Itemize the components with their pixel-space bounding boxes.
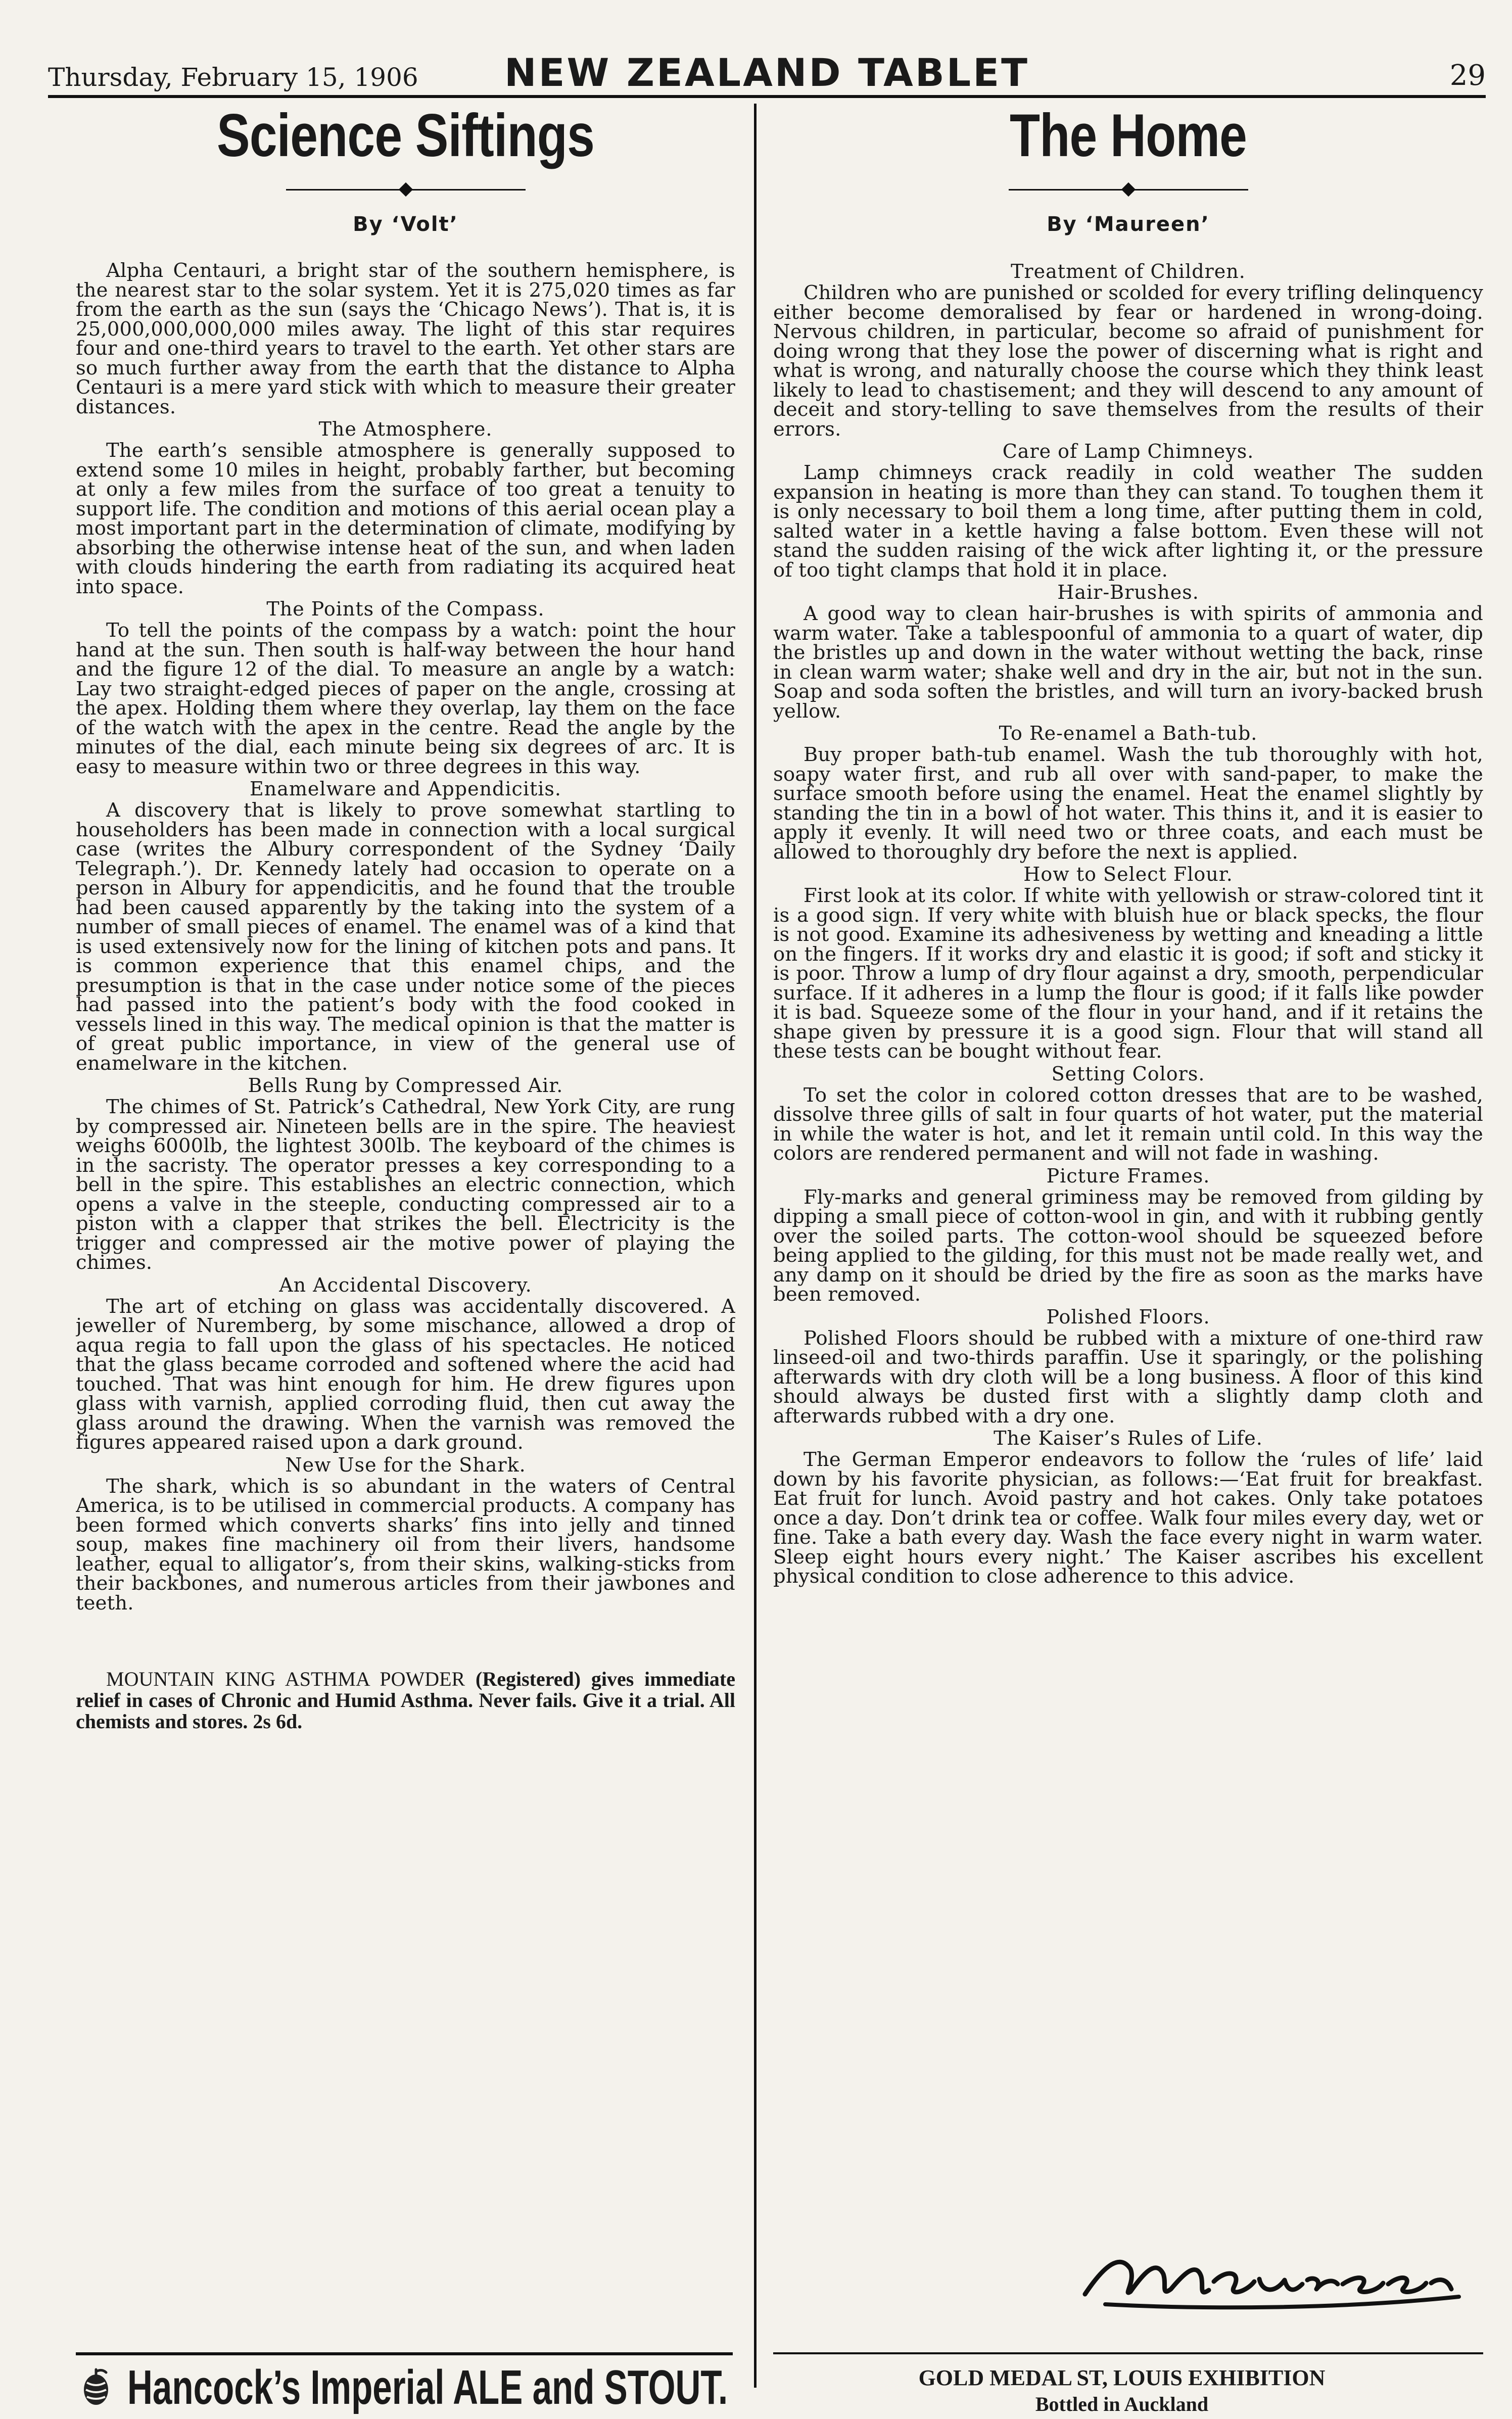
section-heading: Enamelware and Appendicitis.	[250, 778, 561, 800]
title-ornament	[773, 178, 1483, 201]
title-ornament	[76, 178, 735, 201]
section-paragraph: The art of etching on glass was accidentally discovered. A jeweller of Nuremberg, by some mischance, allowed a drop of aqua regia to fall upon the glass of his spectacles. He noticed that the glass became corroded and softened where the acid had touched. That was hint enough for him. He drew figures upon glass with varnish, applied corroding fluid, then cut away the glass around the drawing. When the varnish was removed the figures appeared raised upon a dark ground.	[76, 1295, 735, 1454]
bottled-line: Bottled in Auckland	[1035, 2393, 1209, 2415]
section-paragraph: The earth’s sensible atmosphere is generally supposed to extend some 10 miles in height, probably farther, but becoming at only a few miles from the surface of too great a tenuity to support life. The condition and motions of this aerial ocean play a most important part in the determination of climate, modifying by absorbing the otherwise intense heat of the sun, and when laden with clouds hindering the earth from radiating its acquired heat into space.	[76, 439, 735, 598]
hop-cone-icon	[76, 2367, 116, 2408]
section-paragraph: Children who are punished or scolded for every trifling delinquency either become demoralised by fear or hardened in wrong-doing. Nervous children, in particular, become so afraid of punishment for doing wrong that they lose the power of discerning what is right and what is wrong, and naturally choose the course which they think least likely to lead to chastisement; and they will descend to any amount of deceit and story-telling to save themselves from the results of their errors.	[773, 281, 1483, 441]
article-section	[773, 441, 1483, 580]
asthma-powder-ad	[76, 1669, 735, 1732]
section-paragraph: A discovery that is likely to prove somewhat startling to householders has been made in connection with a local surgical case (writes the Albury correspondent of the Sydney ‘Daily Telegraph.’). Dr. Kennedy lately had occasion to operate on a person in Albury for appendicitis, and he found that the trouble had been caused apparently by the taking into the system of a number of small pieces of enamel. The enamel was of a kind that is used extensively now for the lining of kitchen pots and pans. It is common experience that this enamel chips, and the presumption is that in the case under notice some of the pieces had passed into the patient’s body with the food cooked in vessels lined in this way. The medical opinion is that the matter is of great public importance, in view of the general use of enamelware in the kitchen.	[76, 799, 735, 1075]
section-heading: The Kaiser’s Rules of Life.	[994, 1427, 1263, 1449]
section-paragraph: Buy proper bath-tub enamel. Wash the tub thoroughly with hot, soapy water first, and rub all over with sand-paper, to make the surface smooth before using the enamel. Heat the enamel slightly by standing the tin in a bowl of hot water. This thins it, and it is easier to apply it evenly. It will need two or three coats, and each must be allowed to thoroughly dry before the next is applied.	[773, 743, 1483, 864]
section-paragraph: The German Emperor endeavors to follow the ‘rules of life’ laid down by his favorite physician, as follows:—‘Eat fruit for breakfast. Eat fruit for lunch. Avoid pastry and hot cakes. Only take potatoes once a day. Don’t drink tea or coffee. Walk four miles every day, wet or fine. Take a bath every day. Wash the face every night in warm water. Sleep eight hours every night.’ The Kaiser ascribes his excellent physical condition to close adherence to this advice.	[773, 1448, 1483, 1588]
section-paragraph: Fly-marks and general griminess may be removed from gilding by dipping a small piece of cotton-wool in gin, and with it rubbing gently over the soiled parts. The cotton-wool should be squeezed before being applied to the gilding, for this must not be made really wet, and any damp on it should be dried by the fire as soon as the marks have been removed.	[773, 1185, 1483, 1306]
article-section	[76, 599, 735, 777]
article-section	[773, 261, 1483, 439]
bottom-rule-right	[773, 2352, 1483, 2354]
section-heading: New Use for the Shark.	[285, 1453, 526, 1476]
bottom-rule-left	[76, 2352, 733, 2355]
column-title: Science Siftings	[217, 104, 594, 169]
article-section	[773, 1166, 1483, 1305]
gold-medal-ad	[869, 2365, 1375, 2417]
section-paragraph: Polished Floors should be rubbed with a mixture of one-third raw linseed-oil and two-thirds paraffin. Use it sparingly, or the polishing afterwards with dry cloth will be a long business. A floor of this kind should always be dusted first with a slightly damp cloth and afterwards rubbed with a dry one.	[773, 1326, 1483, 1428]
article-section	[773, 1428, 1483, 1587]
article-paragraph: Alpha Centauri, a bright star of the southern hemisphere, is the nearest star to the solar system. Yet it is 275,020 times as far from the earth as the sun (says the ‘Chicago News’). That is, it is 25,000,000,000,000 miles away. The light of this star requires four and one-third years to travel to the earth. Yet other stars are so much further away from the earth that the distance to Alpha Centauri is a mere yard stick with which to measure their greater distances.	[76, 259, 735, 418]
article-section	[76, 1275, 735, 1453]
section-heading: Polished Floors.	[1046, 1305, 1210, 1328]
article-section	[76, 419, 735, 597]
section-heading: Care of Lamp Chimneys.	[1002, 440, 1254, 462]
asthma-ad-name: MOUNTAIN KING ASTHMA POWDER	[106, 1668, 465, 1690]
hancock-ad-text: Hancock’s Imperial ALE and STOUT.	[127, 2360, 728, 2414]
hancock-ale-ad	[76, 2362, 743, 2413]
issue-date: Thursday, February 15, 1906	[48, 63, 418, 92]
article-section	[76, 1455, 735, 1614]
section-paragraph: Lamp chimneys crack readily in cold weather The sudden expansion in heating is more than they can stand. To toughen them it is only necessary to boil them a long time, after putting them in cold, salted water in a kettle having a false bottom. Even these will not stand the sudden raising of the wick after lighting it, or the pressure of too tight clamps that hold it in place.	[773, 461, 1483, 582]
section-heading: Bells Rung by Compressed Air.	[248, 1074, 563, 1097]
section-paragraph: To set the color in colored cotton dresses that are to be washed, dissolve three gills of salt in four quarts of hot water, put the material in while the water is hot, and let it remain until cold. In this way the colors are rendered permanent and will not fade in washing.	[773, 1083, 1483, 1165]
section-heading: Hair-Brushes.	[1057, 581, 1199, 603]
gold-medal-line: GOLD MEDAL ST, LOUIS EXHIBITION	[918, 2365, 1326, 2390]
article-section	[773, 864, 1483, 1062]
section-paragraph: The shark, which is so abundant in the waters of Central America, is to be utilised in commercial products. A company has been formed which converts sharks’ fins into jelly and tinned soup, makes fine machinery oil from their livers, handsome leather, equal to alligator’s, from their skins, walking-sticks from their backbones, and numerous articles from their jawbones and teeth.	[76, 1475, 735, 1615]
column-divider	[754, 104, 757, 2388]
section-heading: An Accidental Discovery.	[279, 1273, 532, 1296]
asthma-ad-text	[76, 1669, 735, 1732]
section-paragraph: The chimes of St. Patrick’s Cathedral, New York City, are rung by compressed air. Nineteen bells are in the spire. The heaviest weighs 6000lb, the lightest 300lb. The keyboard of the chimes is in the sacristy. The operator presses a key corresponding to a bell in the spire. This establishes an electric connection, which opens a valve in the steeple, conducting compressed air to a piston with a clapper that strikes the bell. Electricity is the trigger and compressed air the motive power of playing the chimes.	[76, 1096, 735, 1274]
article-section	[773, 1064, 1483, 1164]
section-heading: The Points of the Compass.	[266, 598, 545, 620]
section-heading: How to Select Flour.	[1023, 863, 1233, 885]
column-byline: By ‘Maureen’	[1047, 213, 1210, 236]
section-heading: Treatment of Children.	[1011, 260, 1246, 282]
asthma-ad-body: (Registered) gives immediate relief in cases of Chronic and Humid Asthma. Never fails. Give it a trial. All chemists and stores. 2s 6d.	[76, 1668, 735, 1733]
section-paragraph: A good way to clean hair-brushes is with spirits of ammonia and warm water. Take a tablespoonful of ammonia to a quart of water, dip the bristles up and down in the water without wetting the back, rinse in clean warm water; shake well and dry in the air, but not in the sun. Soap and soda soften the bristles, and will turn an ivory-backed brush yellow.	[773, 602, 1483, 723]
article-section	[76, 1075, 735, 1273]
page-number: 29	[1449, 59, 1486, 92]
the-home-column	[773, 104, 1483, 2279]
section-paragraph: To tell the points of the compass by a watch: point the hour hand at the sun. Then south is half-way between the hour hand and the figure 12 of the dial. To measure an angle by a watch: Lay two straight-edged pieces of paper on the angle, crossing at the apex. Holding them where they overlap, lay them on the face of the watch with the apex in the centre. Read the angle by the minutes of the dial, each minute being six degrees of arc. It is easy to measure within two or three degrees in this way.	[76, 619, 735, 778]
article-section	[76, 779, 735, 1073]
newspaper-title: NEW ZEALAND TABLET	[504, 50, 1029, 95]
section-heading: The Atmosphere.	[318, 418, 493, 440]
column-title: The Home	[1009, 104, 1247, 169]
article-section	[773, 723, 1483, 862]
article-section	[773, 1307, 1483, 1427]
section-heading: Setting Colors.	[1051, 1062, 1205, 1085]
section-heading: Picture Frames.	[1046, 1164, 1210, 1187]
maureen-signature	[1075, 2234, 1479, 2319]
science-siftings-column	[76, 104, 735, 2279]
section-heading: To Re-enamel a Bath-tub.	[999, 722, 1258, 744]
article-section	[773, 582, 1483, 721]
masthead	[48, 44, 1486, 98]
column-byline: By ‘Volt’	[353, 213, 458, 236]
section-paragraph: First look at its color. If white with yellowish or straw-colored tint it is a good sign. If very white with bluish hue or black specks, the flour is not good. Examine its adhesiveness by wetting and kneading a little on the fingers. If it works dry and elastic it is good; if soft and sticky it is poor. Throw a lump of dry flour against a dry, smooth, perpendicular surface. If it adheres in a lump the flour is good; if it falls like powder it is bad. Squeeze some of the flour in your hand, and if it retains the shape given by pressure it is a good sign. Flour that will stand all these tests can be bought without fear.	[773, 884, 1483, 1063]
